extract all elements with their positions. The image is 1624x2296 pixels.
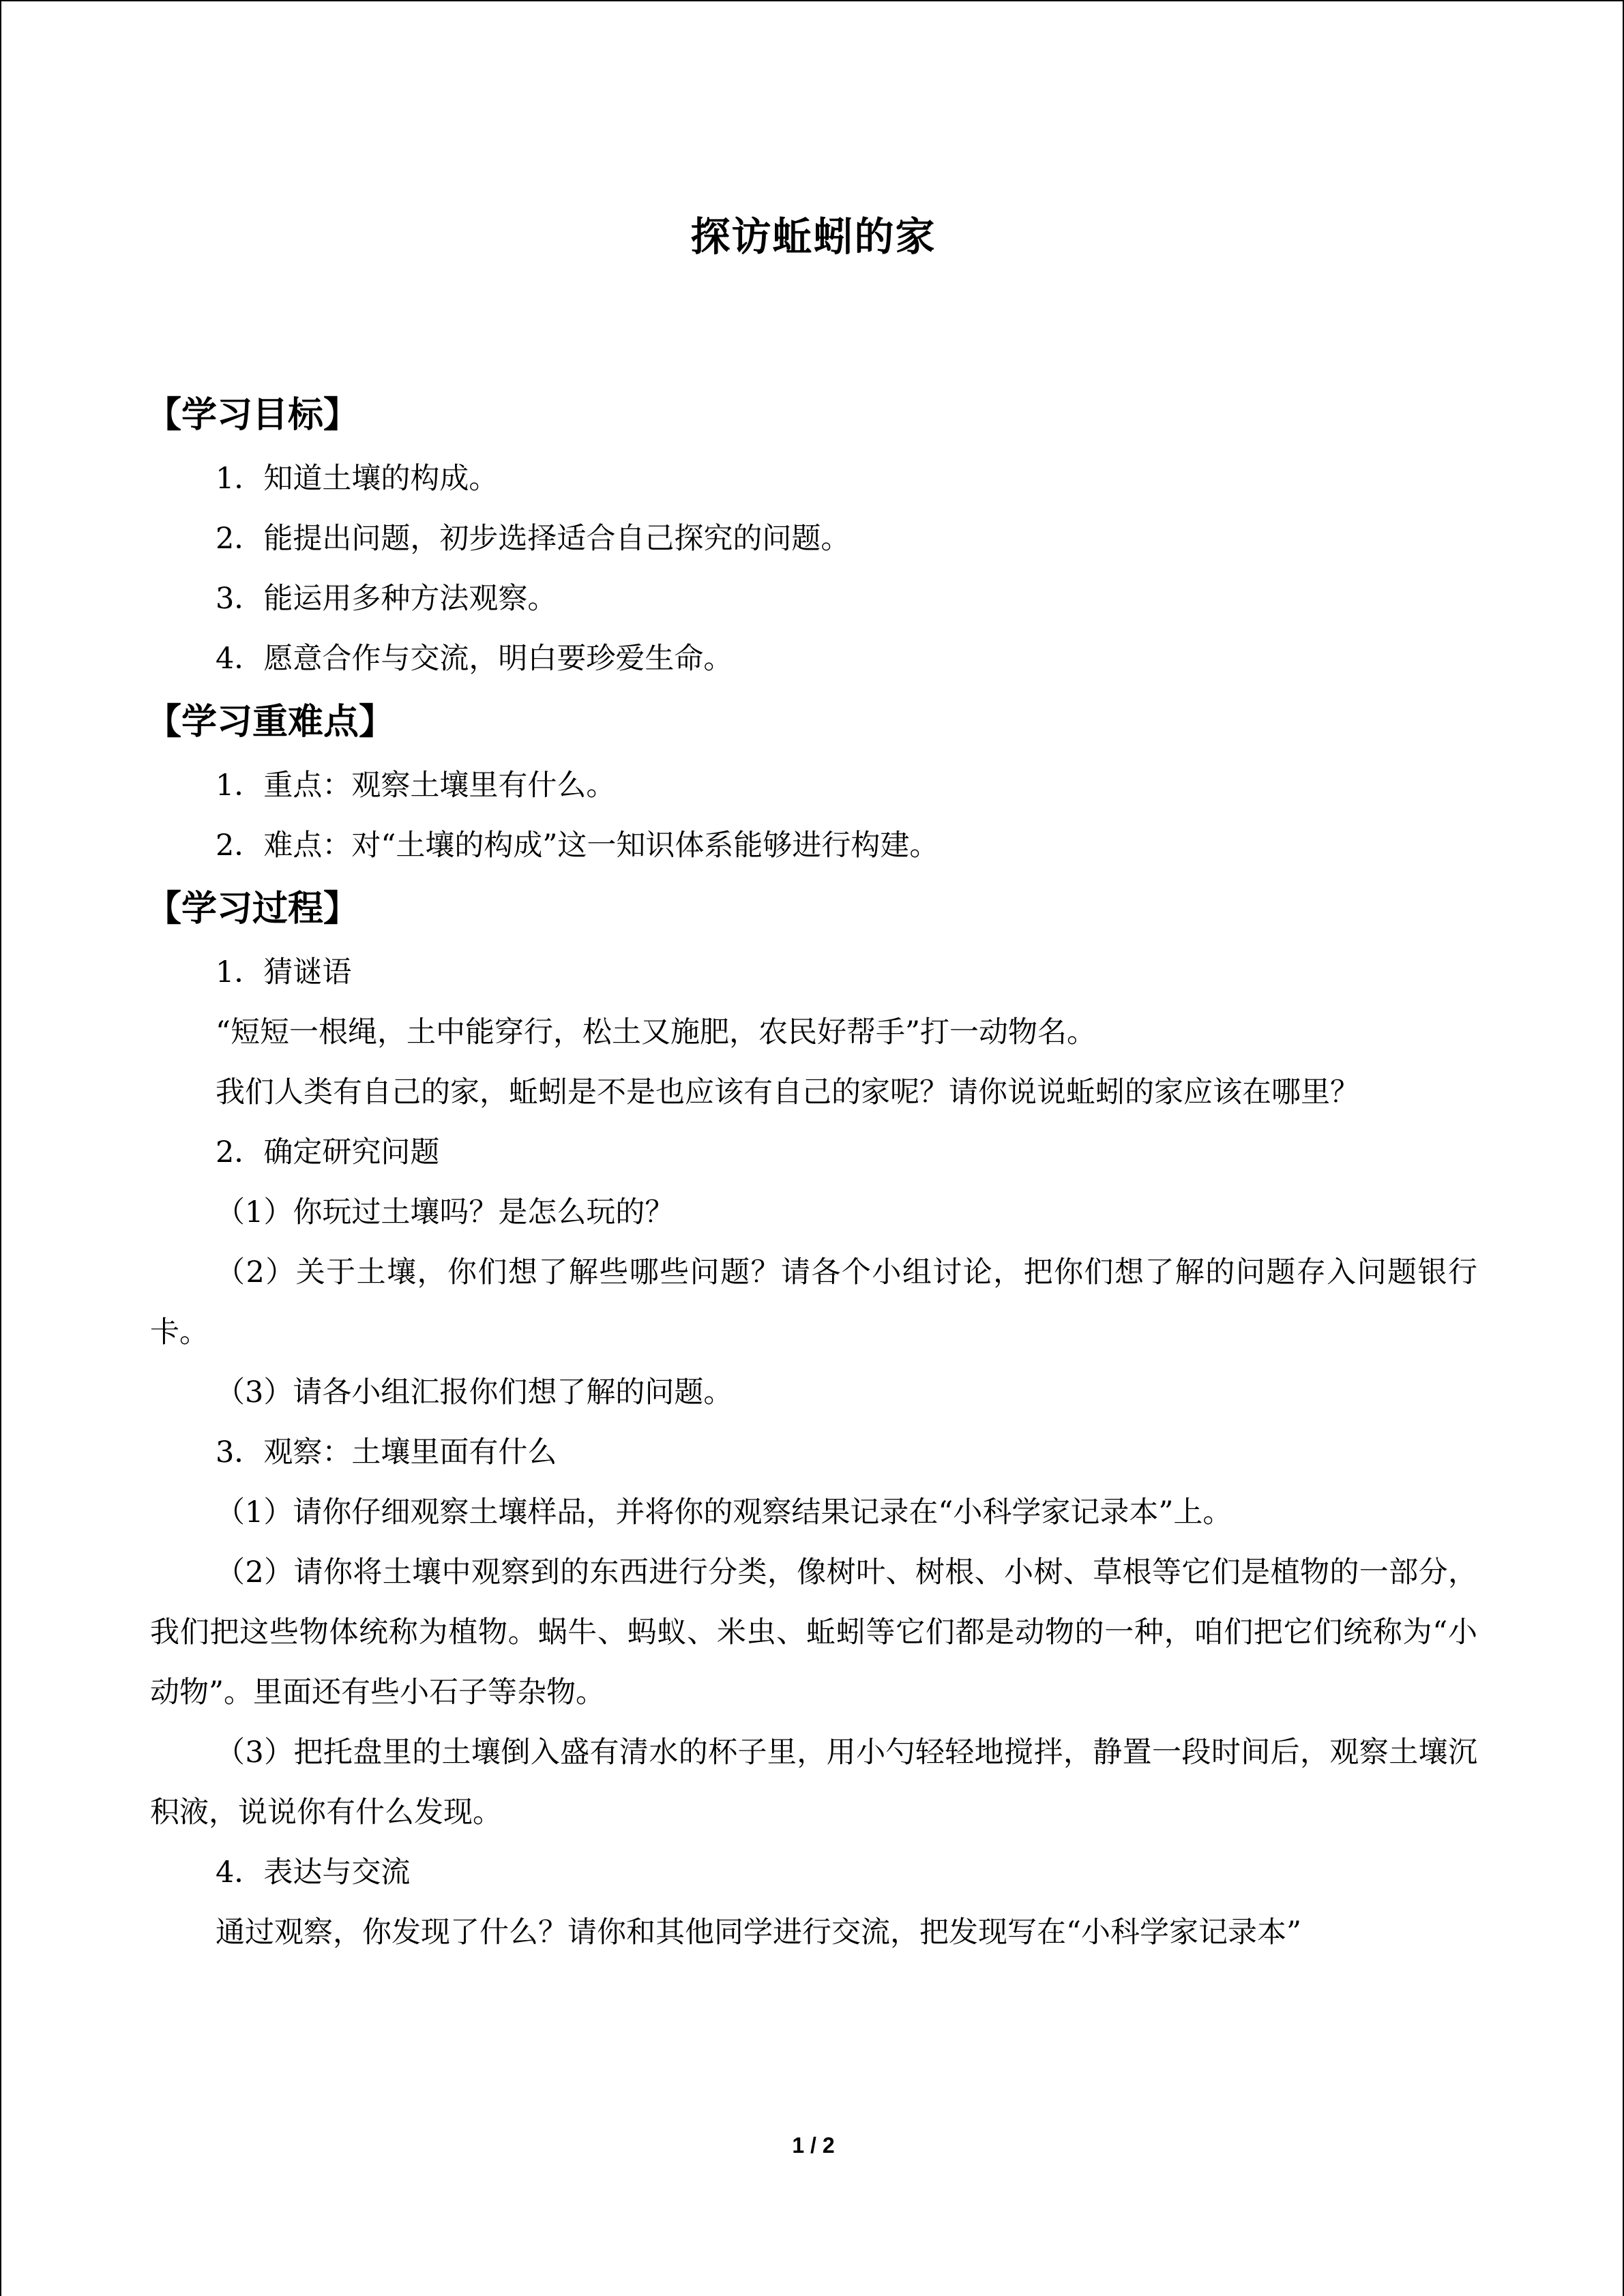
- page-number: 1 / 2: [792, 2133, 835, 2158]
- section-heading-key-points: 【学习重难点】: [146, 702, 395, 743]
- process-paragraph: 通过观察，你发现了什么？请你和其他同学进行交流，把发现写在“小科学家记录本”: [216, 1915, 1301, 1950]
- process-subitem: （1）请你仔细观察土壤样品，并将你的观察结果记录在“小科学家记录本”上。: [216, 1495, 1232, 1530]
- process-step-heading: 4．表达与交流: [216, 1855, 411, 1890]
- process-paragraph: 我们人类有自己的家，蚯蚓是不是也应该有自己的家呢？请你说说蚯蚓的家应该在哪里？: [216, 1075, 1359, 1109]
- document-body: [146, 382, 1477, 1963]
- key-point-item: 2．难点：对“土壤的构成”这一知识体系能够进行构建。: [216, 829, 939, 863]
- process-step-heading: 1．猜谜语: [216, 955, 352, 989]
- goal-item: 1．知道土壤的构成。: [216, 462, 499, 496]
- process-subitem: （1）你玩过土壤吗？是怎么玩的？: [216, 1195, 675, 1229]
- process-subitem: （3）把托盘里的土壤倒入盛有清水的杯子里，用小勺轻轻地搅拌，静置一段时间后，观察土壤沉积液，说说你有什么发现。: [150, 1735, 1477, 1830]
- process-step-heading: 3．观察：土壤里面有什么: [216, 1435, 557, 1470]
- goal-item: 3．能运用多种方法观察。: [216, 582, 557, 616]
- goal-item: 4．愿意合作与交流，明白要珍爱生命。: [216, 642, 733, 676]
- document-title: 探访蚯蚓的家: [690, 213, 936, 260]
- process-subitem: （2）关于土壤，你们想了解些哪些问题？请各个小组讨论，把你们想了解的问题存入问题银行卡。: [150, 1255, 1477, 1350]
- goal-item: 2．能提出问题，初步选择适合自己探究的问题。: [216, 522, 851, 556]
- process-step-heading: 2．确定研究问题: [216, 1135, 440, 1169]
- process-subitem: （2）请你将土壤中观察到的东西进行分类，像树叶、树根、小树、草根等它们是植物的一部分，我们把这些物体统称为植物。蜗牛、蚂蚁、米虫、蚯蚓等它们都是动物的一种，咱们把它们统称为“小动物”。里面还有些小石子等杂物。: [150, 1555, 1477, 1710]
- process-paragraph: “短短一根绳，土中能穿行，松土又施肥，农民好帮手”打一动物名。: [216, 1015, 1096, 1049]
- key-point-item: 1．重点：观察土壤里有什么。: [216, 769, 616, 803]
- section-heading-process: 【学习过程】: [146, 889, 359, 929]
- process-subitem: （3）请各小组汇报你们想了解的问题。: [216, 1375, 733, 1410]
- section-heading-goals: 【学习目标】: [146, 395, 359, 436]
